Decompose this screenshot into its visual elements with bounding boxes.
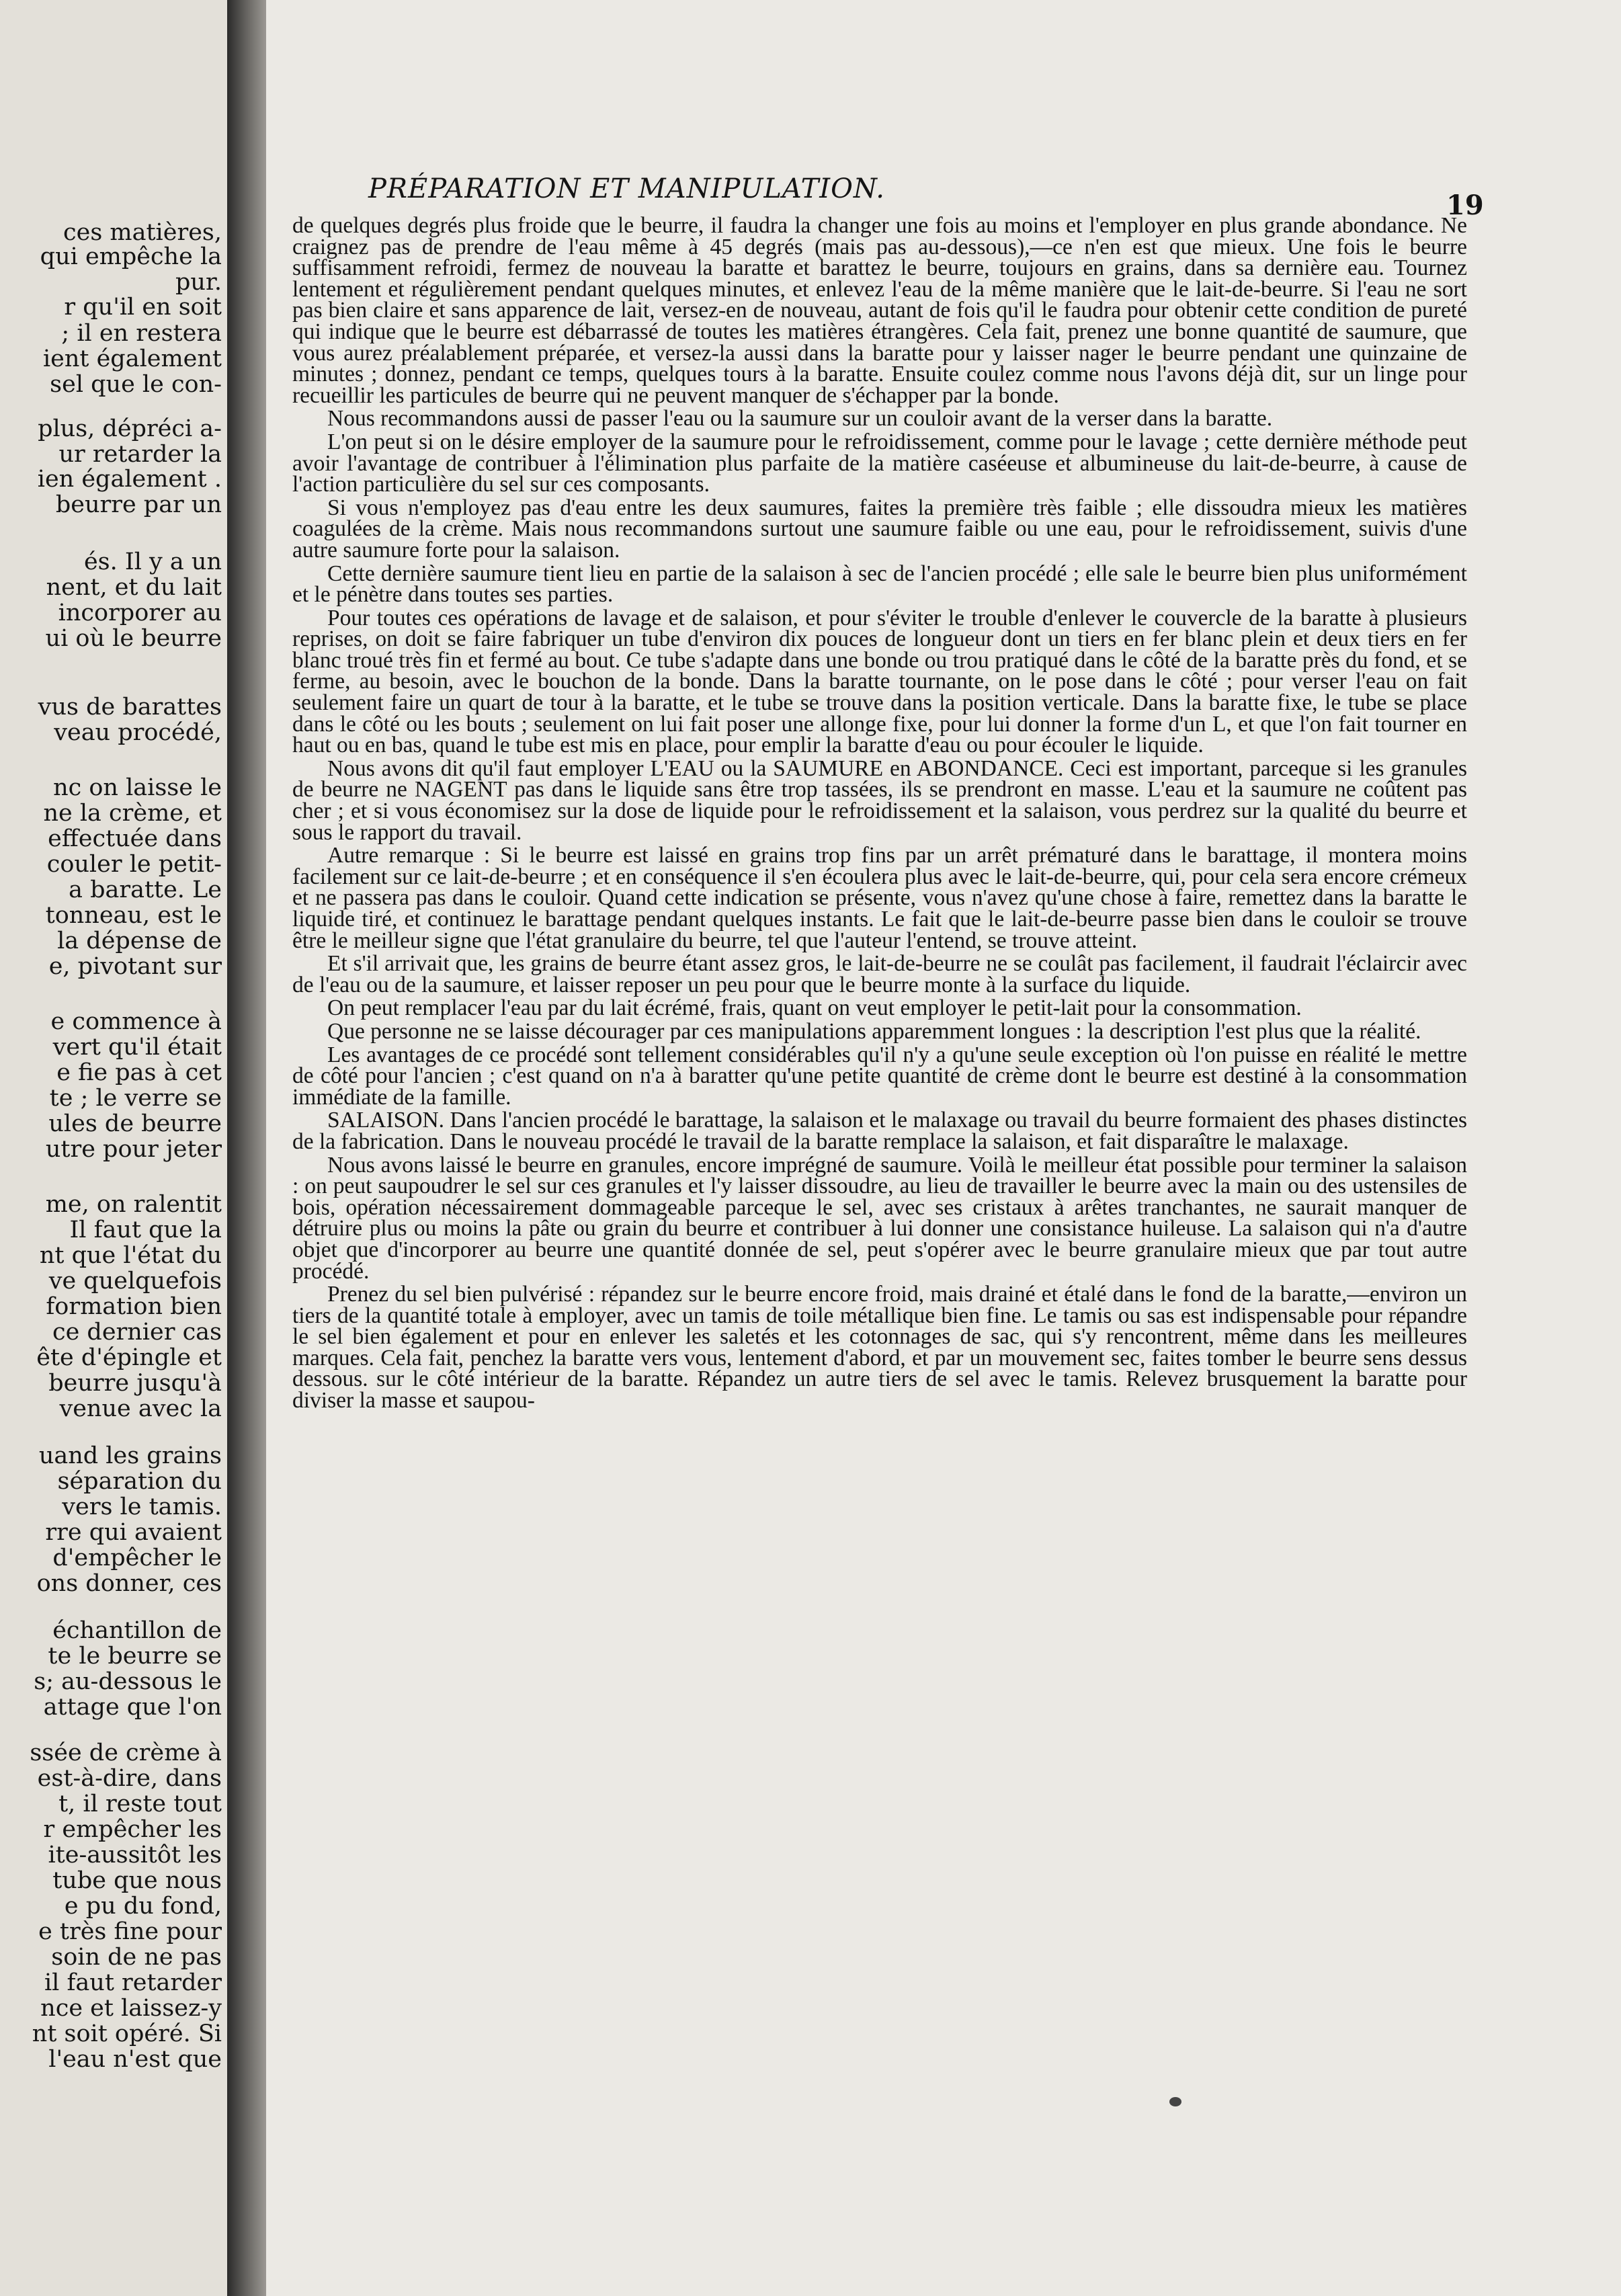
left-page-line: nc on laisse le bbox=[53, 774, 222, 801]
paragraph: Autre remarque : Si le beurre est laissé en grains trop fins par un arrêt prématuré dans le barattage, il montera moins facilement sur ce lait-de-beurre ; et en conséquence il s'en écoulera plus avec le lait-de-beurre, qui, pour cela sera encore crémeux et ne passera pas dans le couloir. Quand cette indication se présente, vous n'avez qu'une chose à faire, remettez dans la baratte le liquide tiré, et continuez le barattage pendant quelques instants. Le fait que le lait-de-beurre passe bien dans le couloir se trouve être le meilleur signe que l'état granulaire du beurre, tel que l'auteur l'entend, se trouve atteint. bbox=[292, 843, 1467, 953]
left-page-line: effectuée dans bbox=[48, 825, 222, 852]
left-page-line: ite-aussitôt les bbox=[48, 1842, 222, 1869]
paragraph: L'on peut si on le désire employer de la saumure pour le refroidissement, comme pour le lavage ; cette dernière méthode peut avoir l'avantage de contribuer à l'élimination plus parfaite de la matière caséeuse et albumineuse du lait-de-beurre, à cause de l'action particulière du sel sur ces composants. bbox=[292, 429, 1467, 497]
left-page-line: beurre jusqu'à bbox=[48, 1370, 222, 1397]
left-page-line: e pu du fond, bbox=[64, 1893, 222, 1920]
left-page-line: la dépense de bbox=[57, 928, 222, 954]
left-page-line: ve quelquefois bbox=[48, 1268, 222, 1295]
left-page-line: e, pivotant sur bbox=[48, 953, 222, 980]
left-page-line: couler le petit- bbox=[46, 851, 222, 878]
paragraph: Les avantages de ce procédé sont tellement considérables qu'il n'y a qu'une seule exception où l'on puisse en réalité le mettre de côté pour l'ancien ; c'est quand on n'a à baratter qu'une petite quantité de crème dont le beurre est destiné à la consommation immédiate de la famille. bbox=[292, 1042, 1467, 1110]
left-page-line: ête d'épingle et bbox=[36, 1344, 222, 1371]
page-number: 19 bbox=[1446, 190, 1484, 221]
left-page-line: uand les grains bbox=[38, 1442, 222, 1469]
left-page-line: vus de barattes bbox=[38, 694, 222, 721]
left-page-line: tube que nous bbox=[52, 1867, 222, 1894]
left-page-line: e très fine pour bbox=[38, 1918, 222, 1945]
left-page-line: r qu'il en soit bbox=[64, 294, 222, 321]
paragraph: Nous avons dit qu'il faut employer L'EAU ou la SAUMURE en ABONDANCE. Ceci est important, parceque si les granules de beurre ne NAGENT pas dans le liquide sans être trop tassées, ils se prendront en masse. L'eau et la saumure ne coûtent pas cher ; et si vous économisez sur la dose de liquide pour le refroidissement et la salaison, vous perdrez sur la qualité du beurre et sous le rapport du travail. bbox=[292, 755, 1467, 845]
paragraph: Pour toutes ces opérations de lavage et de salaison, et pour s'éviter le trouble d'enlever le couvercle de la baratte à plusieurs reprises, on doit se faire fabriquer un tube d'environ dix pouces de longueur dont un tiers en fer blanc plein et deux tiers en fer blanc troué très fin et fermé au bout. Ce tube s'adapte dans une bonde ou trou pratiqué dans le côté de la baratte près du fond, et se ferme, au besoin, avec le bouchon de la bonde. Dans la baratte tournante, on le pose dans le côté ; pour verser l'eau on fait seulement faire un quart de tour à la baratte, et le tube se trouve dans la position verticale. Dans la baratte fixe, le tube se place dans le côté ou les bouts ; seulement on lui fait poser une allonge fixe, pour lui donner la forme d'un L, et que l'on fait tourner en haut ou en bas, quand le tube est mis en place, pour emplir la baratte d'eau ou pour écouler le liquide. bbox=[292, 605, 1467, 758]
left-page-line: e fie pas à cet bbox=[56, 1059, 222, 1086]
left-page-line: est-à-dire, dans bbox=[37, 1765, 222, 1792]
left-page-line: vert qu'il était bbox=[52, 1034, 222, 1061]
ink-spot bbox=[1169, 2097, 1181, 2106]
left-page-line: incorporer au bbox=[58, 600, 222, 626]
left-page-line: ne la crème, et bbox=[43, 800, 222, 827]
left-page-line: attage que l'on bbox=[43, 1694, 222, 1721]
running-head: PRÉPARATION ET MANIPULATION. bbox=[368, 173, 886, 204]
left-page-line: formation bien bbox=[46, 1293, 222, 1320]
left-page-line: soin de ne pas bbox=[51, 1944, 222, 1971]
left-page-line: qui empêche la bbox=[40, 243, 222, 270]
left-page-line: il faut retarder bbox=[44, 1969, 222, 1996]
left-page-line: rre qui avaient bbox=[45, 1519, 222, 1546]
left-page-line: nt soit opéré. Si bbox=[32, 2020, 222, 2047]
left-page-line: utre pour jeter bbox=[45, 1136, 222, 1163]
paragraph: Et s'il arrivait que, les grains de beurre étant assez gros, le lait-de-beurre ne se coulât pas facilement, il faudrait l'éclaircir avec de l'eau ou de la saumure, et laisser reposer un peu pour que le beurre monte à la surface du liquide. bbox=[292, 951, 1467, 997]
paragraph: Cette dernière saumure tient lieu en partie de la salaison à sec de l'ancien procédé ; elle sale le beurre bien plus uniformément et le pénètre dans toutes ses parties. bbox=[292, 561, 1467, 608]
left-page-line: ules de beurre bbox=[48, 1110, 222, 1137]
left-page-line: te le beurre se bbox=[48, 1643, 222, 1670]
left-page-line: tonneau, est le bbox=[45, 902, 222, 929]
left-page-line: ui où le beurre bbox=[45, 625, 222, 652]
left-page-line: sel que le con- bbox=[50, 371, 222, 398]
left-page-line: beurre par un bbox=[55, 491, 222, 518]
left-page-line: ; il en restera bbox=[61, 320, 222, 347]
left-page-line: venue avec la bbox=[59, 1395, 222, 1422]
left-page-line: nt que l'état du bbox=[39, 1242, 222, 1269]
paragraph: Si vous n'employez pas d'eau entre les deux saumures, faites la première très faible ; elle dissoudra mieux les matières coagulées de la crème. Mais nous recommandons surtout une saumure faible ou une eau, pour le refroidissement, suivis d'une autre saumure forte pour la salaison. bbox=[292, 495, 1467, 563]
left-page-fragment bbox=[0, 0, 227, 2296]
left-page-line: ien également . bbox=[37, 466, 222, 493]
paragraph: Nous recommandons aussi de passer l'eau ou la saumure sur un couloir avant de la verser dans la baratte. bbox=[327, 406, 1273, 432]
left-page-line: nent, et du lait bbox=[46, 574, 222, 601]
left-page-line: Il faut que la bbox=[69, 1217, 222, 1243]
left-page-line: és. Il y a un bbox=[83, 548, 222, 575]
left-page-line: d'empêcher le bbox=[52, 1545, 222, 1571]
left-page-line: veau procédé, bbox=[54, 719, 222, 746]
left-page-line: ur retarder la bbox=[58, 441, 222, 468]
left-page-line: r empêcher les bbox=[43, 1816, 222, 1843]
book-gutter bbox=[227, 0, 266, 2296]
paragraph: Prenez du sel bien pulvérisé : répandez sur le beurre encore froid, mais drainé et étalé dans le fond de la baratte,—environ un tiers de la quantité totale à employer, avec un tamis de toile métallique bien fine. Le tamis ou sas est indispensable pour répandre le sel bien également et pour en enlever les saletés et les cotonnages de sac, qui s'y rencontrent, même dans les meilleures marques. Cela fait, penchez la baratte vers vous, lentement d'abord, et par un mouvement sec, faites tomber le beurre sens dessus dessous. sur le côté intérieur de la baratte. Répandez un autre tiers de sel avec le tamis. Relevez brusquement la baratte pour diviser la masse et saupou- bbox=[292, 1282, 1467, 1413]
left-page-line: l'eau n'est que bbox=[48, 2046, 222, 2073]
left-page-line: me, on ralentit bbox=[45, 1191, 222, 1218]
paragraph: de quelques degrés plus froide que le beurre, il faudra la changer une fois au moins et l'employer en plus grande abondance. Ne craignez pas de prendre de l'eau même à 45 degrés (mais pas au-dessous),—ce n'en est que mieux. Une fois le beurre suffisamment refroidi, fermez de nouveau la baratte et barattez le beurre, toujours en grains, dans sa dernière eau. Tournez lentement et régulièrement pendant quelques minutes, et enlevez l'eau de la même manière que le lait-de-beurre. Si l'eau ne sort pas bien claire et sans apparence de lait, versez-en de nouveau, autant de fois qu'il le faudra pour obtenir cette condition de pureté qui indique que le beurre est débarrassé de toutes les matières étrangères. Cela fait, prenez une bonne quantité de saumure, que vous aurez préalablement préparée, et versez-la aussi dans la baratte pour y laisser nager le beurre pendant une quinzaine de minutes ; donnez, pendant ce temps, quelques tours à la baratte. Ensuite coulez comme nous l'avons déjà dit, sur un linge pour recueillir les particules de beurre qui ne peuvent manquer de s'échapper par la bonde. bbox=[292, 213, 1467, 408]
left-page-line: a baratte. Le bbox=[69, 876, 222, 903]
left-page-line: vers le tamis. bbox=[62, 1493, 222, 1520]
left-page-line: nce et laissez-y bbox=[40, 1995, 222, 2022]
left-page-line: plus, dépréci a- bbox=[38, 415, 222, 442]
left-page-line: te ; le verre se bbox=[49, 1085, 222, 1112]
paragraph: On peut remplacer l'eau par du lait écrémé, frais, quant on veut employer le petit-lait pour la consommation. bbox=[327, 995, 1302, 1021]
left-page-line: t, il reste tout bbox=[58, 1791, 222, 1817]
left-page-line: ces matières, bbox=[63, 219, 222, 246]
body-text bbox=[292, 215, 1467, 1413]
left-page-line: ons donner, ces bbox=[36, 1570, 222, 1597]
left-page-line: s; au-dessous le bbox=[34, 1668, 222, 1695]
left-page-line: e commence à bbox=[50, 1008, 222, 1035]
paragraph: Nous avons laissé le beurre en granules, encore imprégné de saumure. Voilà le meilleur état possible pour terminer la salaison : on peut saupoudrer le sel sur ces granules et l'y laisser dissoudre, au lieu de travailler le beurre avec la main ou des ustensiles de bois, opération nécessairement dommageable parceque le sel, avec ses cristaux à arêtes tranchantes, ne saurait manquer de détruire plus ou moins la pâte ou grain du beurre et contribuer à lui donner une consistance huileuse. La salaison qui n'a d'autre objet que d'incorporer au beurre une quantité donnée de sel, peut s'opérer avec le beurre granulaire mieux que par tout autre procédé. bbox=[292, 1152, 1467, 1284]
left-page-line: pur. bbox=[175, 269, 222, 296]
left-page-line: ssée de crème à bbox=[30, 1739, 222, 1766]
paragraph: SALAISON. Dans l'ancien procédé le barattage, la salaison et le malaxage ou travail du beurre formaient des phases distinctes de la fabrication. Dans le nouveau procédé le travail de la baratte remplace la salaison, et fait disparaître le malaxage. bbox=[292, 1108, 1467, 1154]
left-page-line: ce dernier cas bbox=[52, 1319, 222, 1346]
left-page-line: ient également bbox=[42, 345, 222, 372]
paragraph: Que personne ne se laisse décourager par ces manipulations apparemment longues : la description l'est plus que la réalité. bbox=[327, 1018, 1421, 1044]
left-page-line: séparation du bbox=[57, 1468, 222, 1495]
left-page-line: échantillon de bbox=[52, 1617, 222, 1644]
